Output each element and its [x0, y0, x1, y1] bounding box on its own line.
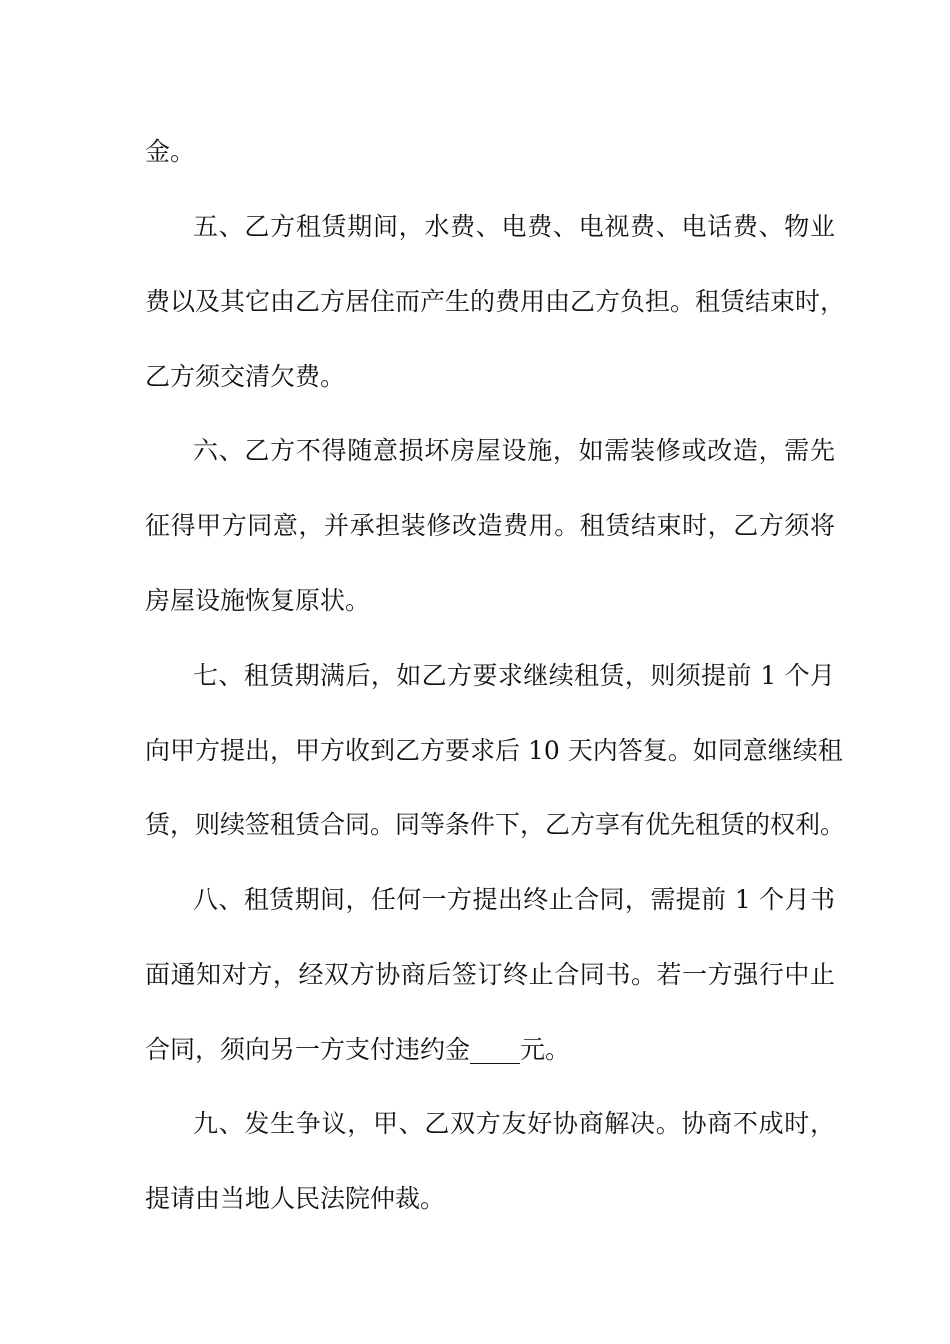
text-line: 向甲方提出，甲方收到乙方要求后 10 天内答复。如同意继续租	[145, 736, 843, 765]
text-line: 七、租赁期满后，如乙方要求继续租赁，则须提前 1 个月	[193, 661, 835, 690]
text-line: 费以及其它由乙方居住而产生的费用由乙方负担。租赁结束时，	[145, 287, 846, 316]
text-line: 面通知对方，经双方协商后签订终止合同书。若一方强行中止	[145, 960, 835, 989]
text-line: 五、乙方租赁期间，水费、电费、电视费、电话费、物业	[193, 212, 835, 241]
text-line: 金。	[145, 137, 196, 166]
text-line: 房屋设施恢复原状。	[145, 586, 371, 615]
text-line: 九、发生争议，甲、乙双方友好协商解决。协商不成时，	[193, 1109, 835, 1138]
text-line: 六、乙方不得随意损坏房屋设施，如需装修或改造，需先	[193, 436, 835, 465]
text-line: 提请由当地人民法院仲裁。	[145, 1184, 446, 1213]
text-line: 八、租赁期间，任何一方提出终止合同，需提前 1 个月书	[193, 885, 835, 914]
text-line: 征得甲方同意，并承担装修改造费用。租赁结束时，乙方须将	[145, 511, 835, 540]
text-line: 合同，须向另一方支付违约金____元。	[145, 1035, 571, 1064]
text-line: 赁，则续签租赁合同。同等条件下，乙方享有优先租赁的权利。	[145, 810, 846, 839]
text-line: 乙方须交清欠费。	[145, 362, 346, 391]
